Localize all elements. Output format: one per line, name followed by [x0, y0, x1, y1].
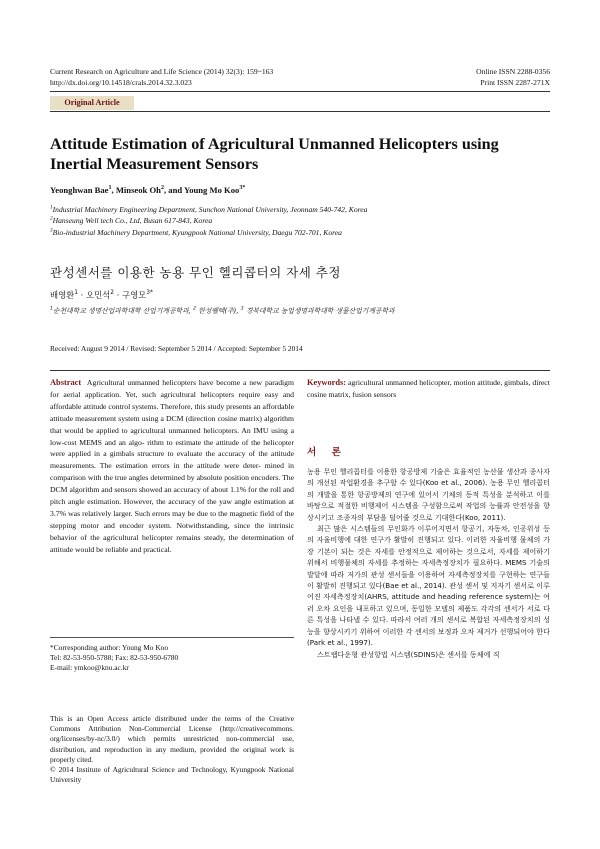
- contact-email[interactable]: E-mail: ymkoo@knu.ac.kr: [50, 663, 129, 673]
- korean-affil-number: 1: [50, 306, 54, 312]
- korean-author-mark: 2: [110, 290, 115, 297]
- korean-affil-text: 경북대학교 농업생명과학대학 생물산업기계공학과: [243, 307, 395, 315]
- body-paragraph: 최근 많은 시스템들의 무인화가 이루어지면서 항공기, 자동차, 인공위성 등의 자율비행에 대한 연구가 활발히 진행되고 있다. 이러한 자율비행 물체의 가장 기본이 되는 것은 자세를 안정적으로 제어하는 것으로서, 자세를 제어하기 위해서 비행물체의 자세를 추정하는 자세측정장치가 필요하다. MEMS 기술의 발달에 따라 저가의 관성 센서들을 이용하여 자세측정장치를 구현하는 연구들이 활발히 진행되고 있다(Bae et al., 2014). 관성 센서 및 지자기 센서로 이루어진 자세측정장치(AHRS, attitude and heading reference system)는 여러 오차 요인을 내포하고 있으며, 동일한 모델의 제품도 각각의 센서가 서로 다른 특성을 나타낼 수 있다. 따라서 여러 개의 센서로 복합된 자세측정장치의 성능을 향상시키기 위하여 이러한 각 센서의 보정과 오차 제거가 선행되어야 한다(Park et al., 1997).: [307, 524, 550, 648]
- korean-affil-text: 순천대학교 생명산업과학대학 산업기계공학과,: [53, 307, 193, 315]
- author-name: Yeonghwan Bae: [50, 185, 109, 195]
- korean-author-name: 배영환: [50, 290, 75, 300]
- affiliation-item: [50, 215, 367, 226]
- korean-author-name: · 구영모: [114, 290, 147, 300]
- korean-affiliations: [50, 305, 550, 315]
- korean-author-list: [50, 289, 153, 301]
- footnote-divider: [50, 637, 294, 638]
- online-issn: Online ISSN 2288-0356: [476, 67, 550, 76]
- author-affil-mark: 3*: [239, 185, 246, 192]
- abstract-text: Agricultural unmanned helicopters have become a new paradigm for aerial application. Yet, such agricultural helicopters require easy and affordable attitude control systems. Therefore, this study presents an affordable attitude measurement system using a DCM (direction cosine matrix) algorithm that would be applied to agricultural unmanned helicopters. An IMU using a low-cost MEMS and an algo- rithm to estimate the attitude of the helicopter were applied in a gimbals structure to evaluate the accuracy of the attitude measurements. The estimation errors in the attitude were deter- mined in comparison with the true angles determined by absolute position encoders. The DCM algorithm and sensors showed an accuracy of about 1.1% for the roll and pitch angle estimation. However, the accuracy of the yaw angle estimation at 3.7% was relatively larger. Such errors may be due to the magnetic field of the stepping motor and encoder system. Notwithstanding, since the intrinsic behavior of the agricultural helicopter remains steady, the determination of attitude would be reliable and practical.: [50, 378, 294, 554]
- author-affil-mark: 1: [108, 185, 112, 192]
- paper-title: Attitude Estimation of Agricultural Unmanned Helicopters using Inertial Measurement Sensors: [50, 135, 499, 173]
- body-paragraph: 스트랩다운형 관성항법 시스템(SDINS)은 센서를 동체에 직: [317, 649, 500, 659]
- journal-citation: [50, 66, 273, 88]
- affiliation-text: Hanseung Well tech Co., Ltd, Busan 617-843, Korea: [52, 216, 213, 226]
- correspondence-block: [50, 643, 294, 674]
- author-list: [50, 185, 245, 195]
- journal-header: [50, 66, 550, 90]
- author-name: , and Young Mo Koo: [163, 185, 240, 195]
- affiliation-item: [50, 204, 367, 215]
- affiliation-text: Industrial Machinery Engineering Department, Sunchon National University, Jeonnam 540-742, Korea: [52, 205, 368, 214]
- author-affil-mark: 2: [160, 185, 164, 192]
- doi-link[interactable]: http://dx.doi.org/10.14518/crals.2014.32.3.023: [50, 78, 192, 87]
- abstract-block: [50, 377, 294, 556]
- journal-name: Current Research on Agriculture and Life Science (2014) 32(3): 159~163: [50, 67, 274, 76]
- corresponding-author: *Corresponding author: Young Mo Koo: [50, 643, 169, 652]
- license-text: This is an Open Access article distributed under the terms of the Creative Commons Attribution Non-Commercial License (http://creativecommons. org/licenses/by-nc/3.0/) which permits unrestricted non-commercial use, distribution, and reproduction in any medium, provided the original work is properly cited.: [50, 714, 294, 764]
- korean-author-mark: 3*: [146, 290, 153, 297]
- korean-affil-text: 한성웰텍(주),: [196, 307, 241, 315]
- header-rule: [50, 91, 550, 92]
- contact-phone-fax: Tel: 82-53-950-5788; Fax: 82-53-950-6780: [50, 653, 179, 663]
- affiliation-number: 2: [50, 215, 53, 222]
- keywords-block: [307, 377, 550, 401]
- issn-block: [476, 66, 550, 88]
- korean-author-mark: 1: [74, 290, 79, 297]
- received-dates: Received: August 9 2014 / Revised: September 5 2014 / Accepted: September 5 2014: [50, 344, 303, 353]
- affiliation-number: 3: [50, 227, 53, 234]
- keywords-text: agricultural unmanned helicopter, motion attitude, gimbals, direct cosine matrix, fusion sensors: [307, 378, 550, 399]
- korean-title: 관성센서를 이용한 농용 무인 헬리콥터의 자세 추정: [50, 265, 341, 280]
- korean-author-name: · 오민석: [78, 290, 111, 300]
- body-paragraph: 농용 무인 헬리콥터를 이용한 항공방제 기술은 효율적인 농산물 생산과 종사자의 개선된 작업환경을 추구할 수 있다(Koo et al., 2006). 농용 무인 헬리콥터의 개발을 통한 항공방제의 연구에 있어서 기체의 동적 특성을 분석하고 이를 바탕으로 적절한 비행제어 시스템을 구성함으로써 작업의 능률과 안전성을 향상시키고 조종자의 부담을 덜어줄 것으로 기대한다(Koo, 2011).: [307, 467, 550, 522]
- print-issn: Print ISSN 2287-271X: [480, 78, 550, 87]
- introduction-body: [307, 466, 550, 660]
- section-heading-introduction: 서 론: [307, 447, 347, 458]
- affiliation-number: 1: [50, 204, 53, 211]
- author-name: , Minseok Oh: [111, 185, 161, 195]
- badge-rule: [50, 111, 550, 112]
- license-block: [50, 714, 294, 785]
- affiliation-list: [50, 204, 367, 238]
- affiliation-text: Bio-industrial Machinery Department, Kyungpook National University, Daegu 702-701, Korea: [52, 227, 342, 237]
- korean-affil-number: 2: [193, 306, 197, 312]
- abstract-label: Abstract: [50, 378, 82, 387]
- abstract-top-rule: [50, 370, 550, 371]
- korean-affil-number: 3: [240, 306, 244, 312]
- copyright-text: © 2014 Institute of Agricultural Science and Technology, Kyungpook National University: [50, 765, 294, 785]
- article-type-badge: Original Article: [50, 96, 134, 110]
- affiliation-item: [50, 227, 367, 238]
- keywords-label: Keywords:: [307, 378, 347, 387]
